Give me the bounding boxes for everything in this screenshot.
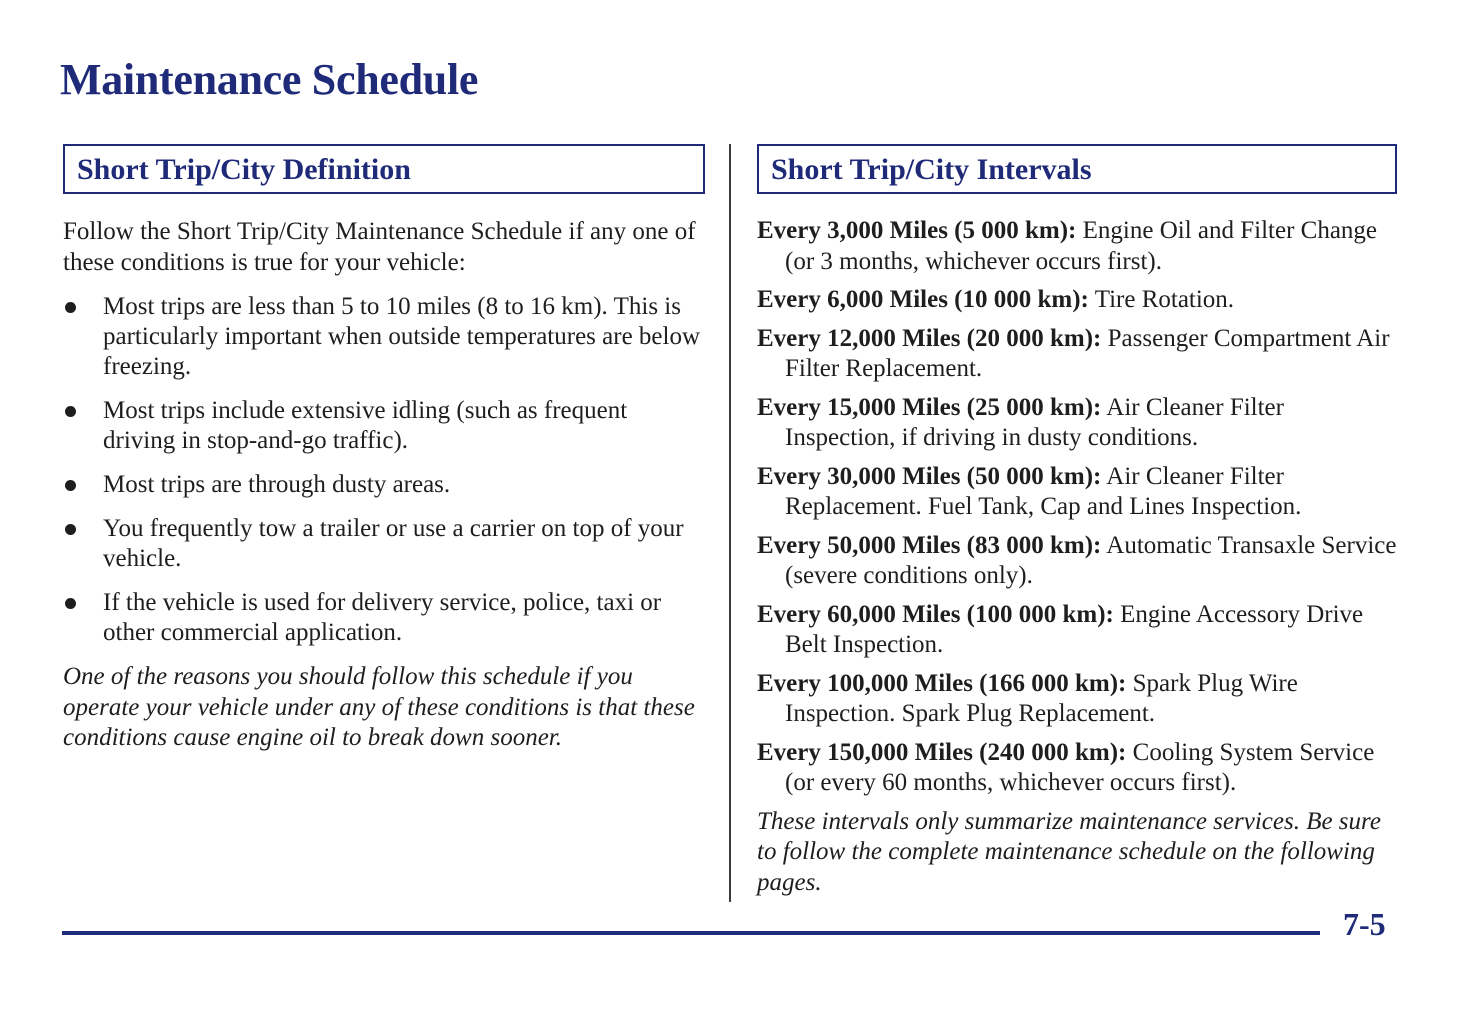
- intervals-heading: Short Trip/City Intervals: [757, 144, 1397, 194]
- bullet-icon: [65, 480, 76, 491]
- page-number: 7-5: [1343, 906, 1386, 942]
- interval-text: Air Cleaner Filter Replacement. Fuel Tank, Cap and Lines Inspection.: [785, 462, 1302, 520]
- bullet-icon: [65, 406, 76, 417]
- bullet-icon: [65, 598, 76, 609]
- interval-item: [757, 324, 1397, 385]
- condition-item: [63, 292, 705, 382]
- interval-text: Tire Rotation.: [1088, 286, 1235, 313]
- bullet-icon: [65, 524, 76, 535]
- intervals-column: [757, 144, 1397, 898]
- interval-text: Passenger Compartment Air Filter Replacement.: [785, 324, 1390, 382]
- footer-rule: [62, 931, 1320, 935]
- interval-item: [757, 738, 1397, 799]
- condition-item: [63, 396, 705, 456]
- interval-item: [757, 216, 1397, 277]
- interval-text: Automatic Transaxle Service (severe conditions only).: [785, 531, 1397, 589]
- interval-text: Cooling System Service (or every 60 months, whichever occurs first).: [785, 738, 1375, 796]
- condition-item: [63, 588, 705, 648]
- intervals-note: These intervals only summarize maintenance services. Be sure to follow the complete maintenance schedule on the following pages.: [757, 807, 1381, 896]
- definition-intro: Follow the Short Trip/City Maintenance Schedule if any one of these conditions is true for your vehicle:: [63, 218, 696, 276]
- interval-item: [757, 393, 1397, 454]
- definition-column: [63, 144, 705, 754]
- interval-lead: Every 150,000 Miles (240 000 km):: [757, 738, 1127, 766]
- interval-text: Engine Oil and Filter Change (or 3 months, whichever occurs first).: [785, 217, 1378, 275]
- interval-lead: Every 50,000 Miles (83 000 km):: [757, 531, 1102, 559]
- bullet-icon: [65, 302, 76, 313]
- interval-lead: Every 12,000 Miles (20 000 km):: [757, 324, 1102, 352]
- page-title: Maintenance Schedule: [60, 55, 479, 104]
- interval-lead: Every 100,000 Miles (166 000 km):: [757, 669, 1127, 697]
- definition-note: One of the reasons you should follow this schedule if you operate your vehicle under any of these conditions is that these conditions cause engine oil to break down sooner.: [63, 663, 695, 751]
- interval-lead: Every 15,000 Miles (25 000 km):: [757, 393, 1102, 421]
- condition-text: If the vehicle is used for delivery service, police, taxi or other commercial application.: [103, 589, 662, 646]
- interval-item: [757, 462, 1397, 523]
- condition-item: [63, 514, 705, 574]
- condition-item: [63, 470, 705, 500]
- interval-lead: Every 6,000 Miles (10 000 km):: [757, 286, 1089, 313]
- interval-lead: Every 60,000 Miles (100 000 km):: [757, 600, 1114, 628]
- condition-text: Most trips are less than 5 to 10 miles (8 to 16 km). This is particularly important when outside temperatures are below freezing.: [103, 293, 701, 380]
- condition-text: You frequently tow a trailer or use a carrier on top of your vehicle.: [103, 515, 684, 572]
- definition-heading: Short Trip/City Definition: [63, 144, 705, 194]
- interval-text: Engine Accessory Drive Belt Inspection.: [785, 600, 1364, 658]
- interval-item: [757, 600, 1397, 661]
- conditions-list: [63, 292, 705, 648]
- interval-text: Spark Plug Wire Inspection. Spark Plug Replacement.: [785, 669, 1298, 727]
- interval-lead: Every 3,000 Miles (5 000 km):: [757, 217, 1077, 244]
- condition-text: Most trips are through dusty areas.: [103, 471, 451, 498]
- interval-lead: Every 30,000 Miles (50 000 km):: [757, 462, 1102, 490]
- interval-item: [757, 669, 1397, 730]
- column-divider: [729, 144, 731, 902]
- interval-item: [757, 531, 1397, 592]
- condition-text: Most trips include extensive idling (such as frequent driving in stop-and-go traffic).: [103, 397, 628, 454]
- interval-text: Air Cleaner Filter Inspection, if driving in dusty conditions.: [785, 393, 1284, 451]
- interval-item: [757, 285, 1397, 316]
